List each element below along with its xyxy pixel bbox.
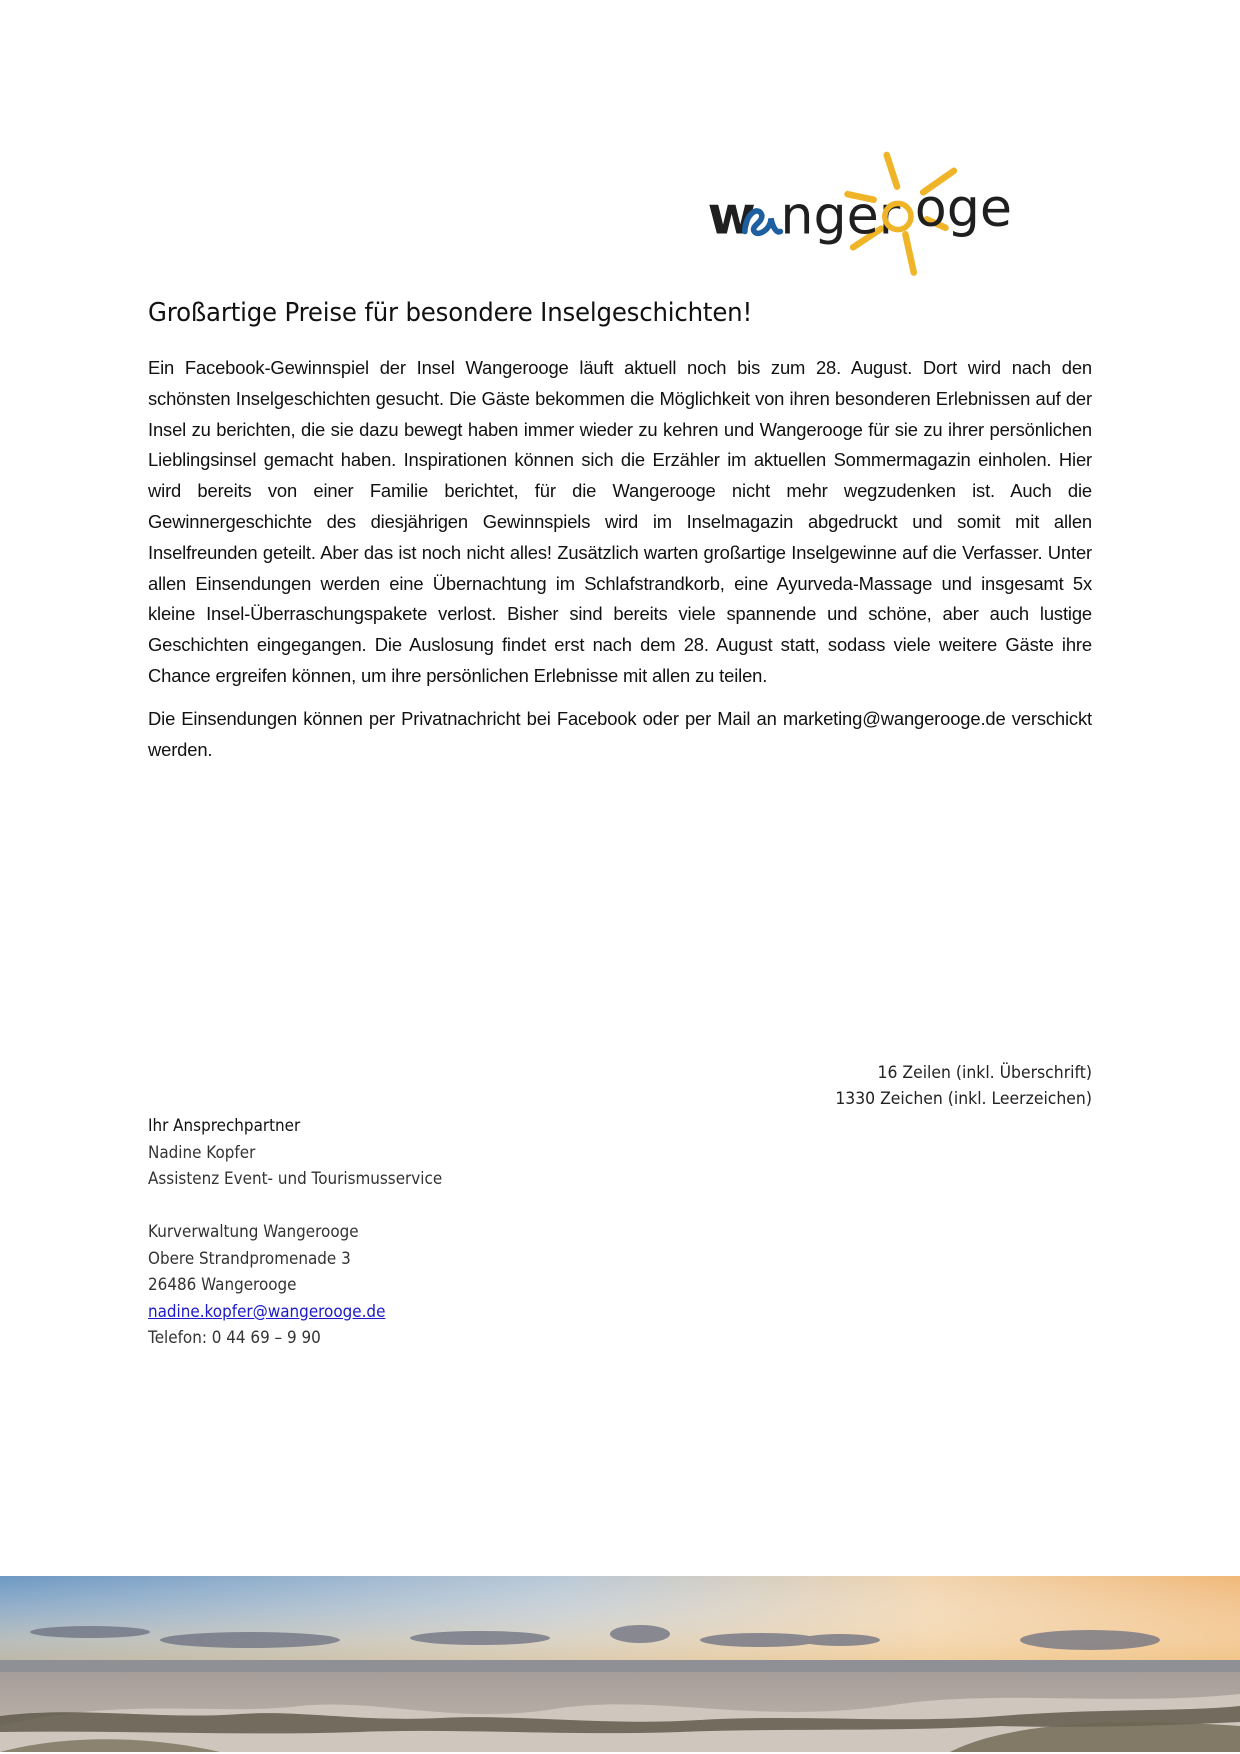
contact-phone: Telefon: 0 44 69 – 9 90 (148, 1328, 321, 1347)
line-count: 16 Zeilen (inkl. Überschrift) (877, 1063, 1092, 1083)
document-title: Großartige Preise für besondere Inselgeschichten! (148, 298, 753, 329)
logo-graphic (690, 140, 1020, 280)
contact-org: Kurverwaltung Wangerooge (148, 1222, 359, 1241)
char-count: 1330 Zeichen (inkl. Leerzeichen) (835, 1089, 1092, 1109)
contact-street: Obere Strandpromenade 3 (148, 1248, 351, 1268)
contact-city: 26486 Wangerooge (148, 1275, 297, 1294)
contact-role: Assistenz Event- und Tourismusservice (148, 1169, 443, 1188)
text-statistics (835, 1060, 1092, 1112)
svg-text:oge: oge (914, 177, 1013, 239)
contact-email-link[interactable]: nadine.kopfer@wangerooge.de (148, 1301, 386, 1321)
paragraph: Ein Facebook-Gewinnspiel der Insel Wangerooge läuft aktuell noch bis zum 28. August. Dort wird nach den schönsten Inselgeschichten gesucht. Die Gäste bekommen die Möglichkeit von ihren besonderen Erlebnissen auf der Insel zu berichten, die sie dazu bewegt haben immer wieder zu kehren und Wangerooge für sie zu ihrer persönlichen Lieblingsinsel gemacht haben. Inspirationen können sich die Erzähler im aktuellen Sommermagazin einholen. Hier wird bereits von einer Familie berichtet, für die Wangerooge nicht mehr wegzudenken ist. Auch die Gewinnergeschichte des diesjährigen Gewinnspiels wird im Inselmagazin abgedruckt und somit mit allen Inselfreunden geteilt. Aber das ist noch nicht alles! Zusätzlich warten großartige Inselgewinne auf die Verfasser. Unter allen Einsendungen werden eine Übernachtung im Schlafstrandkorb, eine Ayurveda-Massage und insgesamt 5x kleine Insel-Überraschungspakete verlost. Bisher sind bereits viele spannende und schöne, aber auch lustige Geschichten eingegangen. Die Auslosung findet erst nach dem 28. August statt, sodass viele weitere Gäste ihre Chance ergreifen können, um ihre persönlichen Erlebnisse mit allen zu teilen. (148, 357, 1092, 686)
article-body (148, 353, 1092, 777)
contact-name: Nadine Kopfer (148, 1142, 256, 1162)
svg-text:w: w (707, 185, 756, 247)
spacer (148, 1193, 442, 1220)
wangerooge-logo (690, 140, 1020, 280)
svg-text:nger: nger (780, 185, 901, 247)
beach-panorama-image (0, 1576, 1240, 1752)
contact-heading: Ihr Ansprechpartner (148, 1116, 301, 1135)
contact-block (148, 1113, 442, 1352)
paragraph: Die Einsendungen können per Privatnachricht bei Facebook oder per Mail an marketing@wangerooge.de verschickt werden. (148, 707, 1092, 760)
